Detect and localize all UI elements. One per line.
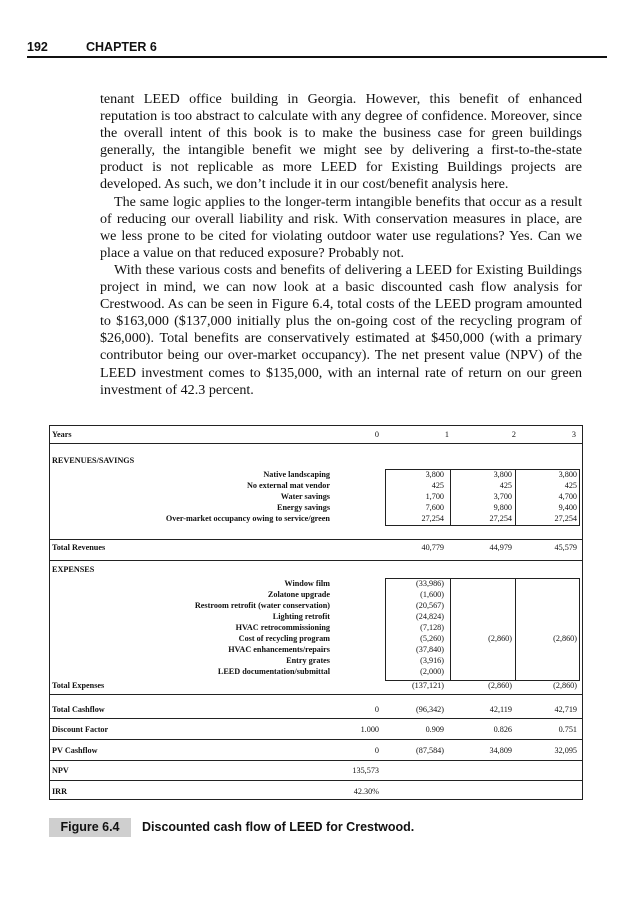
table-cell: 34,809 bbox=[489, 746, 512, 755]
paragraph: The same logic applies to the longer-term intangible benefits that occur as a result of reducing our overall liability and risk. With conservation measures in place, are we less prone to be cited for violating outdoor water use regulations? Yes. Can we place a value on that reduced exposure? Probably not. bbox=[100, 193, 582, 261]
revenue-item-label: Energy savings bbox=[277, 503, 330, 512]
expenses-box bbox=[385, 578, 580, 681]
revenues-heading: REVENUES/SAVINGS bbox=[52, 456, 135, 465]
figure-caption bbox=[49, 818, 583, 837]
table-cell: 9,400 bbox=[558, 503, 577, 512]
table-cell: 0.826 bbox=[493, 725, 512, 734]
table-cell: (20,567) bbox=[416, 601, 444, 610]
expense-item-label: HVAC retrocommissioning bbox=[235, 623, 330, 632]
table-cell: (2,000) bbox=[420, 667, 444, 676]
total-expenses-label: Total Expenses bbox=[52, 681, 105, 690]
revenue-item-label: Over-market occupancy owing to service/green bbox=[165, 514, 330, 523]
table-cell: (5,260) bbox=[420, 634, 444, 643]
npv-label: NPV bbox=[52, 766, 69, 775]
table-cell: 0 bbox=[374, 746, 379, 755]
row-rule bbox=[50, 780, 582, 781]
row-rule bbox=[50, 539, 582, 540]
caption-text: Discounted cash flow of LEED for Crestwood. bbox=[142, 820, 415, 834]
row-rule bbox=[50, 443, 582, 444]
table-cell: 27,254 bbox=[554, 514, 577, 523]
table-cell: 9,800 bbox=[493, 503, 512, 512]
table-cell: (2,860) bbox=[488, 634, 512, 643]
table-cell: (2,860) bbox=[553, 634, 577, 643]
table-cell: (3,916) bbox=[420, 656, 444, 665]
pv-cashflow-label: PV Cashflow bbox=[52, 746, 98, 755]
header-rule bbox=[27, 56, 607, 58]
table-cell: 44,979 bbox=[489, 543, 512, 552]
discount-factor-label: Discount Factor bbox=[52, 725, 109, 734]
page-number: 192 bbox=[27, 40, 48, 54]
table-cell: 45,579 bbox=[554, 543, 577, 552]
table-cell: 3,700 bbox=[493, 492, 512, 501]
revenue-item-label: Water savings bbox=[280, 492, 330, 501]
year-header: 2 bbox=[511, 430, 516, 439]
row-rule bbox=[50, 560, 582, 561]
column-divider bbox=[515, 469, 516, 526]
column-divider bbox=[515, 578, 516, 681]
table-cell: (96,342) bbox=[416, 705, 444, 714]
year-header: 0 bbox=[374, 430, 379, 439]
table-cell: (37,840) bbox=[416, 645, 444, 654]
table-cell: 7,600 bbox=[425, 503, 444, 512]
table-cell: (1,600) bbox=[420, 590, 444, 599]
paragraph: With these various costs and benefits of delivering a LEED for Existing Buildings project in mind, we can now look at a basic discounted cash flow analysis for Crestwood. As can be seen in Figure 6.4, total costs of the LEED program amounted to $163,000 ($137,000 initially plus the on-going cost of the recycling program of $26,000). Total benefits are conservatively estimated at $450,000 (with a primary contributor being our over-market occupancy). The net present value (NPV) of the LEED investment comes to $135,000, with an internal rate of return on our green investment of 42.3 percent. bbox=[100, 261, 582, 398]
expense-item-label: Restroom retrofit (water conservation) bbox=[194, 601, 330, 610]
cashflow-table bbox=[49, 425, 583, 800]
table-cell: (7,128) bbox=[420, 623, 444, 632]
table-cell: (137,121) bbox=[411, 681, 444, 690]
table-cell: 40,779 bbox=[421, 543, 444, 552]
expense-item-label: Window film bbox=[284, 579, 330, 588]
npv-value: 135,573 bbox=[352, 766, 379, 775]
table-cell: 27,254 bbox=[489, 514, 512, 523]
paragraph: tenant LEED office building in Georgia. However, this benefit of enhanced reputation is too abstract to calculate with any degree of confidence. Moreover, since the overall intent of this book is to make the business case for green buildings generally, the intangible benefit we might see by delivering a first-to-the-state product is not replicable as more LEED for Existing Buildings projects are developed. As such, we don’t include it in our cost/benefit analysis here. bbox=[100, 91, 582, 193]
expense-item-label: Lighting retrofit bbox=[272, 612, 330, 621]
year-header: 1 bbox=[444, 430, 449, 439]
table-cell: (33,986) bbox=[416, 579, 444, 588]
page-header bbox=[27, 40, 607, 56]
revenues-box bbox=[385, 469, 580, 526]
table-cell: 425 bbox=[564, 481, 577, 490]
row-rule bbox=[50, 760, 582, 761]
chapter-label: CHAPTER 6 bbox=[86, 40, 157, 54]
table-cell: 3,800 bbox=[558, 470, 577, 479]
table-cell: (2,860) bbox=[488, 681, 512, 690]
expense-item-label: Zolatone upgrade bbox=[267, 590, 330, 599]
table-cell: 42,719 bbox=[554, 705, 577, 714]
table-cell: 425 bbox=[431, 481, 444, 490]
table-cell: 1.000 bbox=[360, 725, 379, 734]
total-revenues-label: Total Revenues bbox=[52, 543, 106, 552]
table-cell: (87,584) bbox=[416, 746, 444, 755]
table-cell: 1,700 bbox=[425, 492, 444, 501]
expense-item-label: Cost of recycling program bbox=[238, 634, 330, 643]
table-cell: 425 bbox=[499, 481, 512, 490]
row-rule bbox=[50, 718, 582, 719]
table-cell: (2,860) bbox=[553, 681, 577, 690]
table-cell: (24,824) bbox=[416, 612, 444, 621]
column-divider bbox=[450, 578, 451, 681]
year-header: 3 bbox=[571, 430, 576, 439]
expense-item-label: Entry grates bbox=[286, 656, 330, 665]
table-cell: 4,700 bbox=[558, 492, 577, 501]
table-cell: 27,254 bbox=[421, 514, 444, 523]
column-divider bbox=[450, 469, 451, 526]
table-cell: 42,119 bbox=[489, 705, 512, 714]
body-text bbox=[100, 91, 582, 399]
irr-label: IRR bbox=[52, 787, 68, 796]
expense-item-label: LEED documentation/submittal bbox=[217, 667, 330, 676]
table-cell: 3,800 bbox=[493, 470, 512, 479]
revenue-item-label: Native landscaping bbox=[263, 470, 330, 479]
table-cell: 0.751 bbox=[558, 725, 577, 734]
table-cell: 0.909 bbox=[425, 725, 444, 734]
irr-value: 42.30% bbox=[353, 787, 379, 796]
revenue-item-label: No external mat vendor bbox=[247, 481, 330, 490]
figure-label: Figure 6.4 bbox=[49, 818, 131, 837]
row-rule bbox=[50, 739, 582, 740]
expense-item-label: HVAC enhancements/repairs bbox=[228, 645, 330, 654]
total-cashflow-label: Total Cashflow bbox=[52, 705, 105, 714]
table-cell: 3,800 bbox=[425, 470, 444, 479]
row-rule bbox=[50, 694, 582, 695]
years-label: Years bbox=[52, 430, 72, 439]
table-cell: 32,095 bbox=[554, 746, 577, 755]
expenses-heading: EXPENSES bbox=[52, 565, 95, 574]
table-cell: 0 bbox=[374, 705, 379, 714]
